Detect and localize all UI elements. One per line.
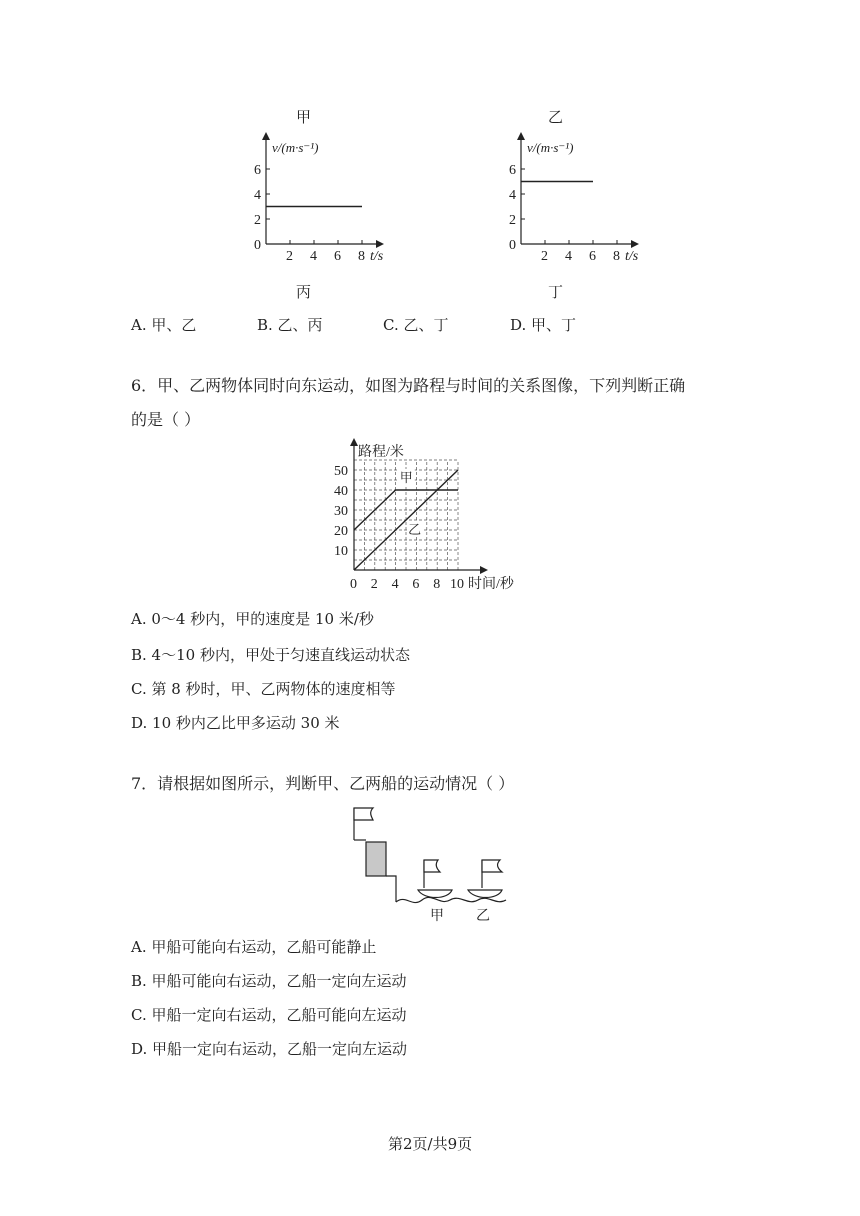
vt-right-x-tick-label: 4 <box>565 249 572 264</box>
vt-right-x-tick-label: 2 <box>541 249 548 264</box>
x-tick-label: 6 <box>412 577 420 592</box>
x-axis-arrow <box>480 566 488 574</box>
boat-label-jia: 甲 <box>430 909 444 924</box>
vt-right-x-tick-label: 6 <box>589 249 596 264</box>
boat-yi-flag <box>482 860 502 872</box>
vt-right-x-tick-label: 8 <box>613 249 620 264</box>
q6-option-c[interactable]: C. 第 8 秒时，甲、乙两物体的速度相等 <box>131 680 396 698</box>
q6-option-b[interactable]: B. 4～10 秒内，甲处于匀速直线运动状态 <box>131 646 410 664</box>
x-tick-label: 4 <box>391 577 399 592</box>
q7-option-a[interactable]: A. 甲船可能向右运动，乙船可能静止 <box>131 938 377 956</box>
vt-left-y-tick-label: 6 <box>254 163 261 178</box>
vt-left-x-tick-label: 8 <box>358 249 365 264</box>
vt-left-x-tick-label: 4 <box>310 249 317 264</box>
vt-right-y-tick-label: 4 <box>509 188 516 203</box>
vt-left-y-tick-label: 4 <box>254 188 261 203</box>
boat-label-yi: 乙 <box>476 909 490 924</box>
vt-graph-right <box>485 128 655 268</box>
q7-option-d[interactable]: D. 甲船一定向右运动，乙船一定向左运动 <box>131 1040 408 1058</box>
q7-stem: 7．请根据如图所示，判断甲、乙两船的运动情况（ ） <box>131 774 515 793</box>
x-axis-label: 时间/秒 <box>468 577 514 592</box>
series-label-0: 甲 <box>399 470 413 485</box>
vt-right-y-tick-label: 0 <box>509 238 516 253</box>
page-number: 第2页/共9页 <box>388 1135 473 1153</box>
q6-stem-line1: 6．甲、乙两物体同时向东运动，如图为路程与时间的关系图像，下列判断正确 <box>131 376 686 395</box>
shore-flag <box>354 808 373 820</box>
vt-right-x-arrow <box>631 240 639 248</box>
y-tick-label: 50 <box>334 464 348 479</box>
vt-right-y-tick-label: 2 <box>509 213 516 228</box>
y-tick-label: 30 <box>334 504 348 519</box>
water-surface <box>396 897 506 902</box>
q7-option-c[interactable]: C. 甲船一定向右运动，乙船可能向左运动 <box>131 1006 407 1024</box>
q5-option-b[interactable]: B. 乙、丙 <box>257 316 323 334</box>
vt-left-y-axis-label: v/(m·s⁻¹) <box>272 140 319 155</box>
boat-yi-hull <box>468 890 502 898</box>
graph-top-label-yi: 乙 <box>548 108 564 126</box>
y-axis-arrow <box>350 438 358 446</box>
vt-left-y-tick-label: 0 <box>254 238 261 253</box>
q5-option-a[interactable]: A. 甲、乙 <box>131 316 197 334</box>
x-tick-label: 0 <box>350 577 357 592</box>
y-tick-label: 20 <box>334 524 348 539</box>
vt-right-y-axis-label: v/(m·s⁻¹) <box>527 140 574 155</box>
y-tick-label: 40 <box>334 484 348 499</box>
y-tick-label: 10 <box>334 544 348 559</box>
graph-bottom-label-bing: 丙 <box>296 283 312 301</box>
boats-diagram <box>340 802 520 926</box>
vt-left-y-arrow <box>262 132 270 140</box>
series-label-1: 乙 <box>408 522 422 537</box>
q6-option-d[interactable]: D. 10 秒内乙比甲多运动 30 米 <box>131 714 340 732</box>
vt-graph-left <box>230 128 400 268</box>
vt-left-x-arrow <box>376 240 384 248</box>
distance-time-chart <box>318 438 528 592</box>
q6-stem-line2: 的是（ ） <box>131 410 201 429</box>
vt-left-x-tick-label: 6 <box>334 249 341 264</box>
graph-bottom-label-ding: 丁 <box>548 283 564 301</box>
x-tick-label: 2 <box>370 577 378 592</box>
q5-option-d[interactable]: D. 甲、丁 <box>510 316 577 334</box>
shore-building <box>366 842 386 876</box>
shore-edge <box>386 876 396 902</box>
vt-left-x-tick-label: 2 <box>286 249 293 264</box>
vt-right-y-tick-label: 6 <box>509 163 516 178</box>
vt-left-x-axis-label: t/s <box>370 249 384 264</box>
graph-top-label-jia: 甲 <box>296 108 312 126</box>
boat-jia-flag <box>424 860 440 872</box>
q7-option-b[interactable]: B. 甲船可能向右运动，乙船一定向左运动 <box>131 972 407 990</box>
x-tick-label: 8 <box>433 577 441 592</box>
q6-option-a[interactable]: A. 0～4 秒内，甲的速度是 10 米/秒 <box>131 610 374 628</box>
y-axis-label: 路程/米 <box>358 445 404 460</box>
vt-left-y-tick-label: 2 <box>254 213 261 228</box>
x-tick-label: 10 <box>450 577 464 592</box>
vt-right-x-axis-label: t/s <box>625 249 639 264</box>
q5-option-c[interactable]: C. 乙、丁 <box>383 316 449 334</box>
vt-right-y-arrow <box>517 132 525 140</box>
boat-jia-hull <box>418 890 452 898</box>
